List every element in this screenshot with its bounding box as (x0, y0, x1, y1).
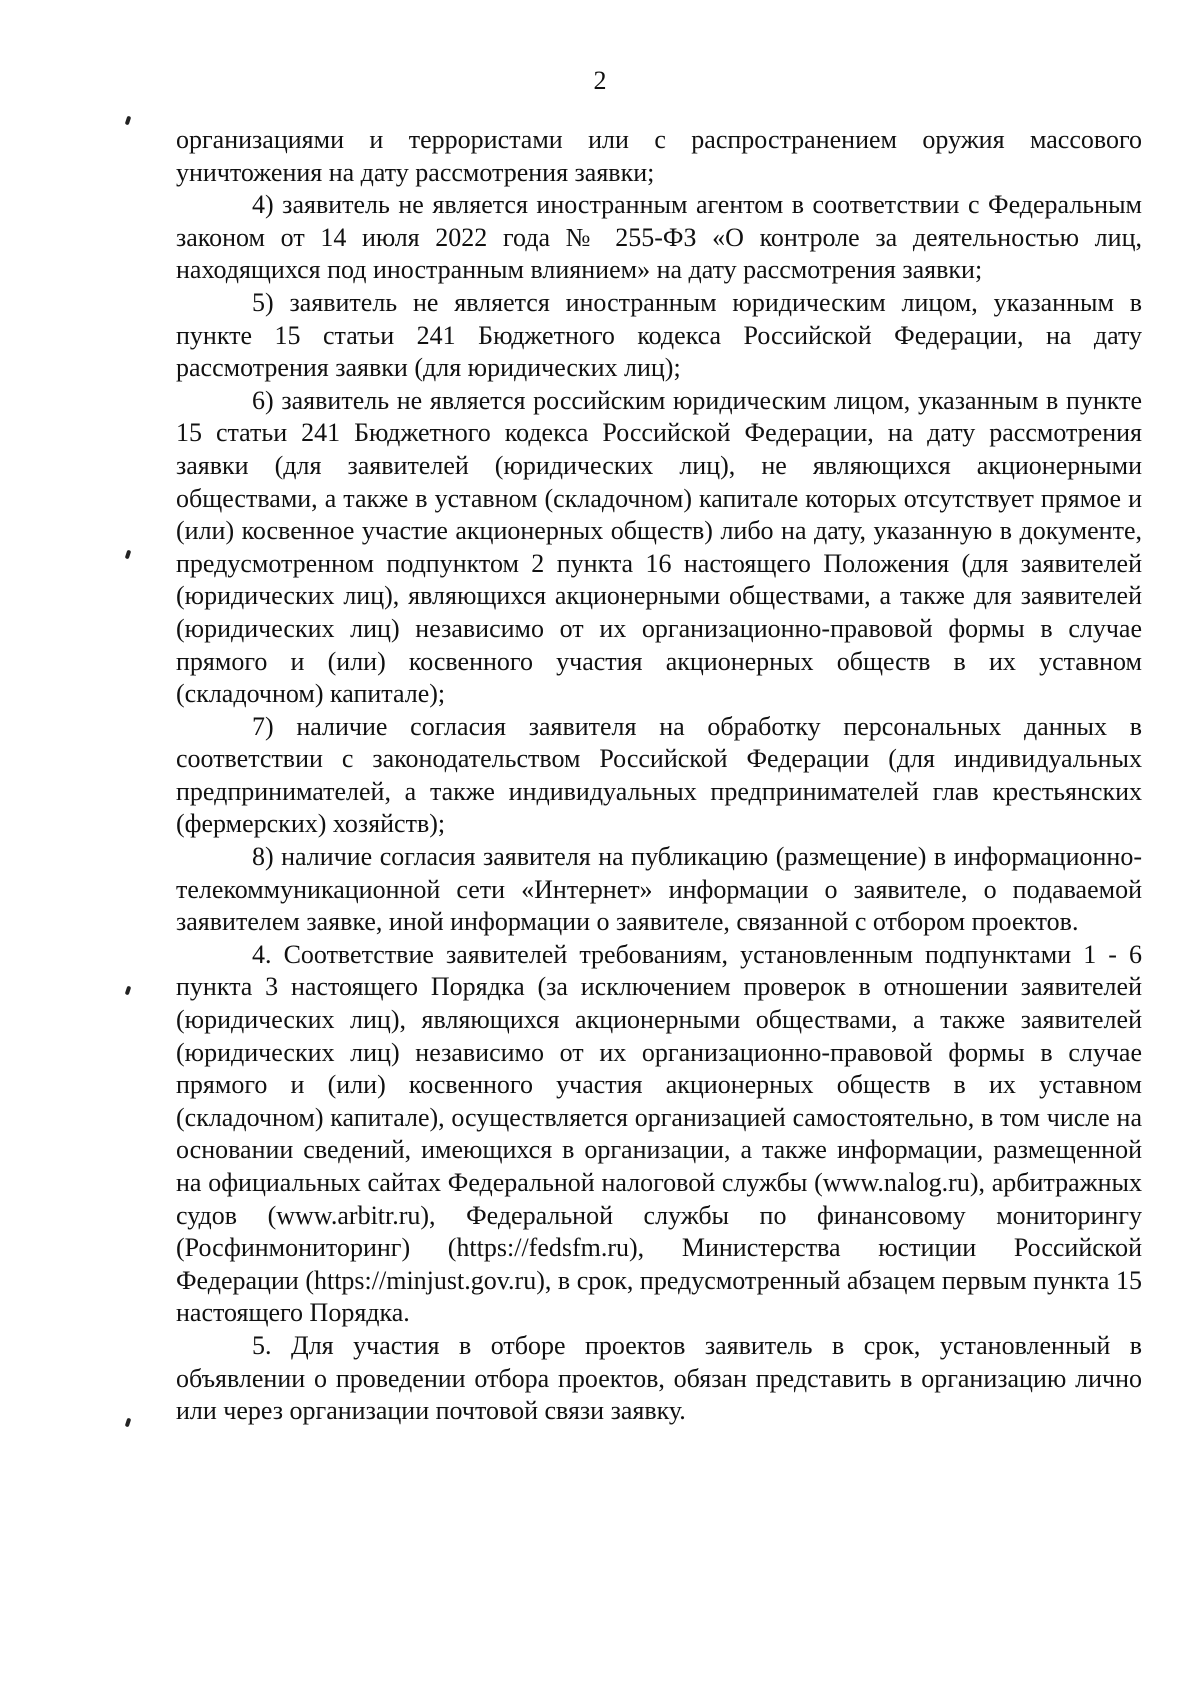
paragraph-section-4: 4. Соответствие заявителей требованиям, установленным подпунктами 1 - 6 пункта 3 настоящего Порядка (за исключением проверок в отношении заявителей (юридических лиц), являющихся акционерными обществами, а также заявителей (юридических лиц) независимо от их организационно-правовой формы в случае прямого и (или) косвенного участия акционерных обществ в их уставном (складочном) капитале), осуществляется организацией самостоятельно, в том числе на основании сведений, имеющихся в организации, а также информации, размещенной на официальных сайтах Федеральной налоговой службы (www.nalog.ru), арбитражных судов (www.arbitr.ru), Федеральной службы по финансовому мониторингу (Росфинмониторинг) (https://fedsfm.ru), Министерства юстиции Российской Федерации (https://minjust.gov.ru), в срок, предусмотренный абзацем первым пункта 15 настоящего Порядка. (176, 939, 1142, 1328)
paragraph-item-7: 7) наличие согласия заявителя на обработку персональных данных в соответствии с законодательством Российской Федерации (для индивидуальных предпринимателей, а также индивидуальных предпринимателей глав крестьянских (фермерских) хозяйств); (176, 711, 1142, 839)
paragraph-continuation: организациями и террористами или с распространением оружия массового уничтожения на дату рассмотрения заявки; (176, 125, 1142, 187)
paragraph-item-8: 8) наличие согласия заявителя на публикацию (размещение) в информационно-телекоммуникационной сети «Интернет» информации о заявителе, о подаваемой заявителем заявке, иной информации о заявителе, связанной с отбором проектов. (176, 842, 1142, 937)
scan-mark (125, 550, 132, 560)
paragraph-section-5: 5. Для участия в отборе проектов заявитель в срок, установленный в объявлении о проведении отбора проектов, обязан представить в организацию лично или через организации почтовой связи заявку. (176, 1330, 1142, 1426)
paragraph-item-4: 4) заявитель не является иностранным агентом в соответствии с Федеральным законом от 14 июля 2022 года № 255-ФЗ «О контроле за деятельностью лиц, находящихся под иностранным влиянием» на дату рассмотрения заявки; (176, 190, 1142, 285)
paragraph-item-6: 6) заявитель не является российским юридическим лицом, указанным в пункте 15 статьи 241 Бюджетного кодекса Российской Федерации, на дату рассмотрения заявки (для заявителей (юридических лиц), не являющихся акционерными обществами, а также в уставном (складочном) капитале которых отсутствует прямое и (или) косвенное участие акционерных обществ) либо на дату, указанную в документе, предусмотренном подпунктом 2 пункта 16 настоящего Положения (для заявителей (юридических лиц), являющихся акционерными обществами, а также для заявителей (юридических лиц) независимо от их организационно-правовой формы в случае прямого и (или) косвенного участия акционерных обществ в их уставном (складочном) капитале); (176, 385, 1142, 709)
paragraph-item-5: 5) заявитель не является иностранным юридическим лицом, указанным в пункте 15 статьи 241 Бюджетного кодекса Российской Федерации, на дату рассмотрения заявки (для юридических лиц); (176, 287, 1142, 383)
document-body (176, 124, 1142, 1428)
scan-mark (125, 986, 132, 996)
scan-mark (125, 1418, 132, 1428)
page-number: 2 (593, 66, 607, 95)
scan-mark (125, 116, 132, 126)
